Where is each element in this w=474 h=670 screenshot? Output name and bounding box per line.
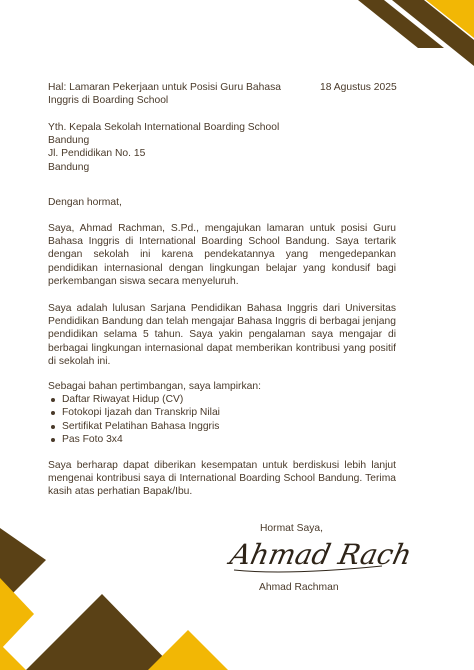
greeting: Dengan hormat, [48,197,122,208]
list-item: Fotokopi Ijazah dan Transkrip Nilai [48,406,396,419]
handwritten-signature [227,530,415,578]
body-paragraph-2: Saya adalah lulusan Sarjana Pendidikan Bahasa Inggris dari Universitas Pendidikan Bandung dan telah mengajar Bahasa Inggris di berbagai jenjang pendidikan selama 5 tahun. Saya yakin pengalaman saya mengajar di berbagai lingkungan internasional dapat memberikan kontribusi yang positif di sekolah ini. [48,303,396,367]
closing: Hormat Saya, [260,523,323,534]
bottom-brown-triangle [26,594,176,670]
list-item: Daftar Riwayat Hidup (CV) [48,393,396,406]
recipient-line: Bandung [48,135,90,147]
signature-text: Ahmad Rach [227,538,415,571]
attachments-section [48,380,396,446]
letter-date: 18 Agustus 2025 [320,82,397,93]
attachments-intro: Sebagai bahan pertimbangan, saya lampirkan: [48,381,261,392]
letter-subject: Hal: Lamaran Pekerjaan untuk Posisi Guru Bahasa Inggris di Boarding School [48,82,281,107]
bottom-yellow-triangle [148,630,228,670]
recipient-address [48,121,378,174]
list-item: Pas Foto 3x4 [48,433,396,446]
attachments-list [48,393,396,446]
recipient-line: Bandung [48,161,90,173]
bottom-left-yellow-corner [0,644,26,670]
sender-name: Ahmad Rachman [259,582,339,593]
body-paragraph-1: Saya, Ahmad Rachman, S.Pd., mengajukan lamaran untuk posisi Guru Bahasa Inggris di International Boarding School Bandung. Saya tertarik dengan sekolah ini karena pendekatannya yang mengedepankan pendidikan internasional dengan lingkungan belajar yang kondusif bagi perkembangan siswa secara menyeluruh. [48,223,396,287]
body-paragraph-3: Saya berharap dapat diberikan kesempatan untuk berdiskusi lebih lanjut mengenai kontribusi saya di International Boarding School Bandung. Terima kasih atas perhatian Bapak/Ibu. [48,460,396,498]
recipient-line: Yth. Kepala Sekolah International Boarding School [48,122,280,133]
list-item: Sertifikat Pelatihan Bahasa Inggris [48,420,396,433]
recipient-line: Jl. Pendidikan No. 15 [48,148,146,160]
